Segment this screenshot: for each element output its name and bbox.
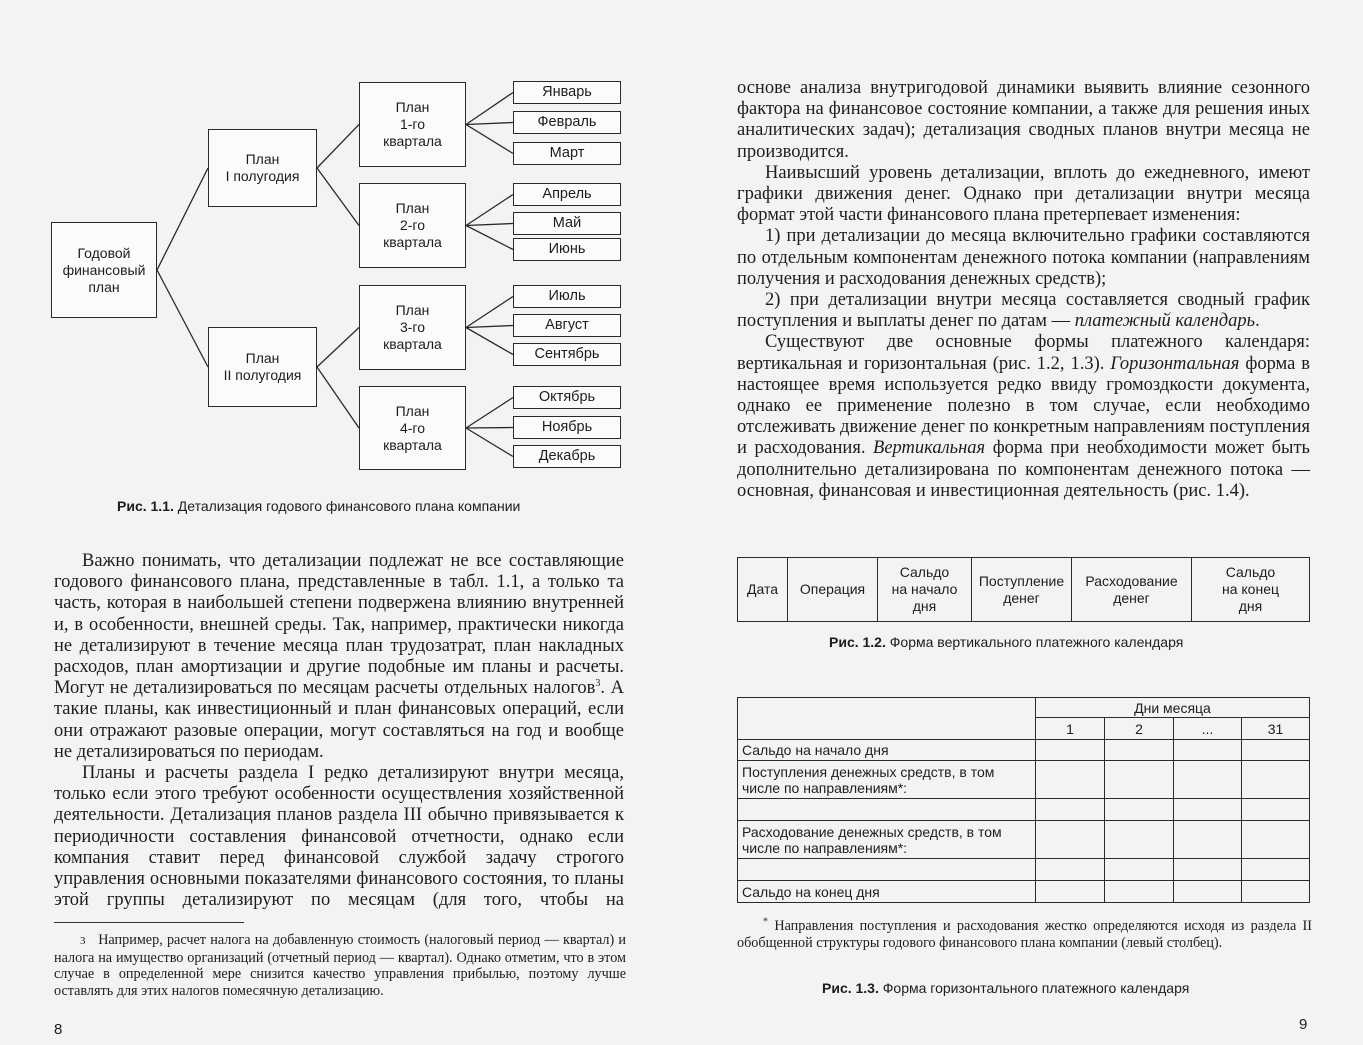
paragraph-text: 2) при детализации внутри месяца составляется сводный график поступления и выплаты денег по датам — bbox=[737, 290, 1310, 332]
node-annual-plan: Годовой финансовый план bbox=[51, 222, 157, 318]
node-quarter-1: План 1-го квартала bbox=[359, 82, 466, 167]
right-page bbox=[682, 0, 1363, 1045]
figure-1-3-caption bbox=[822, 980, 1189, 996]
header-receipts: Поступление денег bbox=[972, 558, 1072, 622]
connector-half-quarter-4 bbox=[317, 367, 359, 428]
node-month-4: Апрель bbox=[513, 183, 621, 206]
org-chart bbox=[0, 0, 682, 490]
table-row bbox=[738, 881, 1310, 903]
note-text: Направления поступления и расходования жестко определяются исходя из раздела II обобщенной структуры годового финансового плана компании (левый столбец). bbox=[737, 918, 1313, 951]
connector-quarter-month-9 bbox=[466, 328, 513, 355]
caption-text: Форма вертикального платежного календаря bbox=[889, 634, 1184, 650]
header-operation: Операция bbox=[788, 558, 878, 622]
right-paragraph-1: основе анализа внутригодовой динамики выявить влияние сезонного фактора на финансовое состояние компании, а также для решения иных аналитических задач); детализация сводных планов внутри месяца не производится. bbox=[737, 78, 1310, 162]
connector-quarter-month-10 bbox=[466, 398, 513, 429]
connector-quarter-month-11 bbox=[466, 428, 513, 429]
footnote-text: Например, расчет налога на добавленную стоимость (налоговый период — квартал) и налога на имущество организаций (отчетный период — квартал). Однако отметим, что в этом случае в определенной мере снизится качество управления прибылью, поэтому лучше оставлять для этих налогов помесячную детализацию. bbox=[54, 932, 626, 999]
paragraph-italic: Вертикальная bbox=[873, 438, 986, 459]
row-expenses-detail bbox=[738, 859, 1036, 881]
connector-root-half-1 bbox=[157, 168, 208, 270]
connector-half-quarter-3 bbox=[317, 328, 359, 368]
header-expenses: Расходование денег bbox=[1072, 558, 1192, 622]
footnote-ref: 3 bbox=[595, 678, 601, 690]
day-1: 1 bbox=[1036, 718, 1105, 740]
row-receipts: Поступления денежных средств, в том числе по направлениям*: bbox=[738, 761, 1036, 799]
header-empty bbox=[738, 698, 1036, 740]
connector-quarter-month-5 bbox=[466, 224, 513, 226]
left-body-text bbox=[54, 551, 624, 911]
page-number-left: 8 bbox=[54, 1021, 63, 1038]
node-month-6: Июнь bbox=[513, 238, 621, 261]
right-paragraph-4 bbox=[737, 290, 1310, 332]
caption-label: Рис. 1.1. bbox=[117, 498, 174, 514]
table-row bbox=[738, 558, 1310, 622]
table-row bbox=[738, 698, 1310, 718]
day-2: 2 bbox=[1105, 718, 1174, 740]
caption-label: Рис. 1.2. bbox=[829, 634, 886, 650]
node-month-1: Январь bbox=[513, 81, 621, 104]
day-31: 31 bbox=[1242, 718, 1310, 740]
row-expenses: Расходование денежных средств, в том числе по направлениям*: bbox=[738, 821, 1036, 859]
header-opening-balance: Сальдо на начало дня bbox=[878, 558, 972, 622]
figure-1-1-caption bbox=[117, 498, 520, 514]
connector-half-quarter-2 bbox=[317, 168, 359, 226]
vertical-calendar-table bbox=[737, 557, 1310, 622]
node-month-5: Май bbox=[513, 212, 621, 235]
node-quarter-4: План 4-го квартала bbox=[359, 386, 466, 470]
node-quarter-2: План 2-го квартала bbox=[359, 183, 466, 268]
table-row bbox=[738, 859, 1310, 881]
figure-1-2-caption bbox=[829, 634, 1183, 650]
connector-quarter-month-7 bbox=[466, 297, 513, 328]
row-closing-balance: Сальдо на конец дня bbox=[738, 881, 1036, 903]
footnote-3 bbox=[54, 932, 626, 999]
right-paragraph-5 bbox=[737, 332, 1310, 502]
left-paragraph-1 bbox=[54, 551, 624, 763]
paragraph-text: . bbox=[1255, 311, 1260, 332]
right-paragraph-2: Наивысший уровень детализации, вплоть до ежедневного, имеют графики движения денег. Однако при детализации внутри месяца формат этой части финансового плана претерпевает изменения: bbox=[737, 162, 1310, 226]
connector-quarter-month-8 bbox=[466, 326, 513, 328]
header-date: Дата bbox=[738, 558, 788, 622]
node-half-2: План II полугодия bbox=[208, 327, 317, 407]
connector-quarter-month-1 bbox=[466, 93, 513, 125]
paragraph-text: Важно понимать, что детализации подлежат не все составляющие годового финансового плана, представленные в табл. 1.1, а только та часть, которая в наибольшей степени подвержена влиянию внутренней и, в особенности, внешней среды. Так, например, практически никогда не детализируют в течение месяца план трудозатрат, план накладных расходов, план амортизации и другие подобные им планы и расчеты. Могут не детализироваться по месяцам расчеты отдельных налогов bbox=[54, 551, 624, 699]
row-receipts-detail bbox=[738, 799, 1036, 821]
node-quarter-3: План 3-го квартала bbox=[359, 285, 466, 370]
note-mark: * bbox=[763, 916, 768, 928]
right-body-text bbox=[737, 78, 1310, 502]
page-number-right: 9 bbox=[1299, 1016, 1308, 1033]
connector-quarter-month-12 bbox=[466, 428, 513, 457]
connector-quarter-month-3 bbox=[466, 125, 513, 154]
node-month-9: Сентябрь bbox=[513, 343, 621, 366]
header-closing-balance: Сальдо на конец дня bbox=[1192, 558, 1310, 622]
node-half-1: План I полугодия bbox=[208, 129, 317, 207]
paragraph-italic: Горизонтальная bbox=[1110, 353, 1240, 374]
table-row bbox=[738, 761, 1310, 799]
left-paragraph-2: Планы и расчеты раздела I редко детализируют внутри месяца, только если этого требуют особенности осуществления хозяйственной деятельности. Детализация планов раздела III обычно привязывается к периодичности составления финансовой отчетности, однако если компания ставит перед финансовой службой задачу строгого управления основными показателями финансового состояния, то планы этой группы детализируют по месяцам (для того, чтобы на bbox=[54, 763, 624, 911]
footnote-rule bbox=[54, 922, 244, 923]
row-opening-balance: Сальдо на начало дня bbox=[738, 740, 1036, 761]
footnote-mark: 3 bbox=[80, 935, 86, 947]
node-month-11: Ноябрь bbox=[513, 416, 621, 439]
node-month-7: Июль bbox=[513, 285, 621, 308]
table-note bbox=[737, 918, 1312, 951]
node-month-2: Февраль bbox=[513, 111, 621, 134]
table-row bbox=[738, 799, 1310, 821]
table-row bbox=[738, 821, 1310, 859]
paragraph-text: . А такие планы, как инвестиционный и план финансовых операций, если они отражают разовые операции, могут составляться на год и вообще не детализироваться по периодам. bbox=[54, 678, 624, 762]
node-month-3: Март bbox=[513, 142, 621, 165]
node-month-8: Август bbox=[513, 314, 621, 337]
caption-label: Рис. 1.3. bbox=[822, 980, 879, 996]
day-ellipsis: ... bbox=[1174, 718, 1242, 740]
caption-text: Детализация годового финансового плана компании bbox=[177, 498, 521, 514]
connector-half-quarter-1 bbox=[317, 125, 359, 169]
paragraph-text: Существуют две основные формы платежного календаря: вертикальная и горизонтальная (рис. 1.2, 1.3). bbox=[737, 332, 1310, 374]
node-month-10: Октябрь bbox=[513, 386, 621, 409]
caption-text: Форма горизонтального платежного календаря bbox=[882, 980, 1190, 996]
paragraph-italic: платежный календарь bbox=[1074, 311, 1256, 332]
connector-quarter-month-4 bbox=[466, 195, 513, 226]
paragraph-text: форма в настоящее время используется редко ввиду громоздкости документа, однако ее применение полезно в том случае, если необходимо отслеживать движение денег по конкретным направлениям поступления и расходования. bbox=[737, 353, 1310, 459]
table-row bbox=[738, 740, 1310, 761]
header-days-of-month: Дни месяца bbox=[1036, 698, 1310, 718]
connector-quarter-month-2 bbox=[466, 123, 513, 125]
connector-root-half-2 bbox=[157, 270, 208, 367]
node-month-12: Декабрь bbox=[513, 445, 621, 468]
paragraph-text: форма при необходимости может быть дополнительно детализирована по компонентам денежного потока — основная, финансовая и инвестиционная деятельность (рис. 1.4). bbox=[737, 438, 1310, 501]
horizontal-calendar-table bbox=[737, 697, 1310, 903]
right-paragraph-3: 1) при детализации до месяца включительно графики составляются по отдельным компонентам денежного потока компании (направлениям получения и расходования денежных средств); bbox=[737, 226, 1310, 289]
connector-quarter-month-6 bbox=[466, 226, 513, 250]
